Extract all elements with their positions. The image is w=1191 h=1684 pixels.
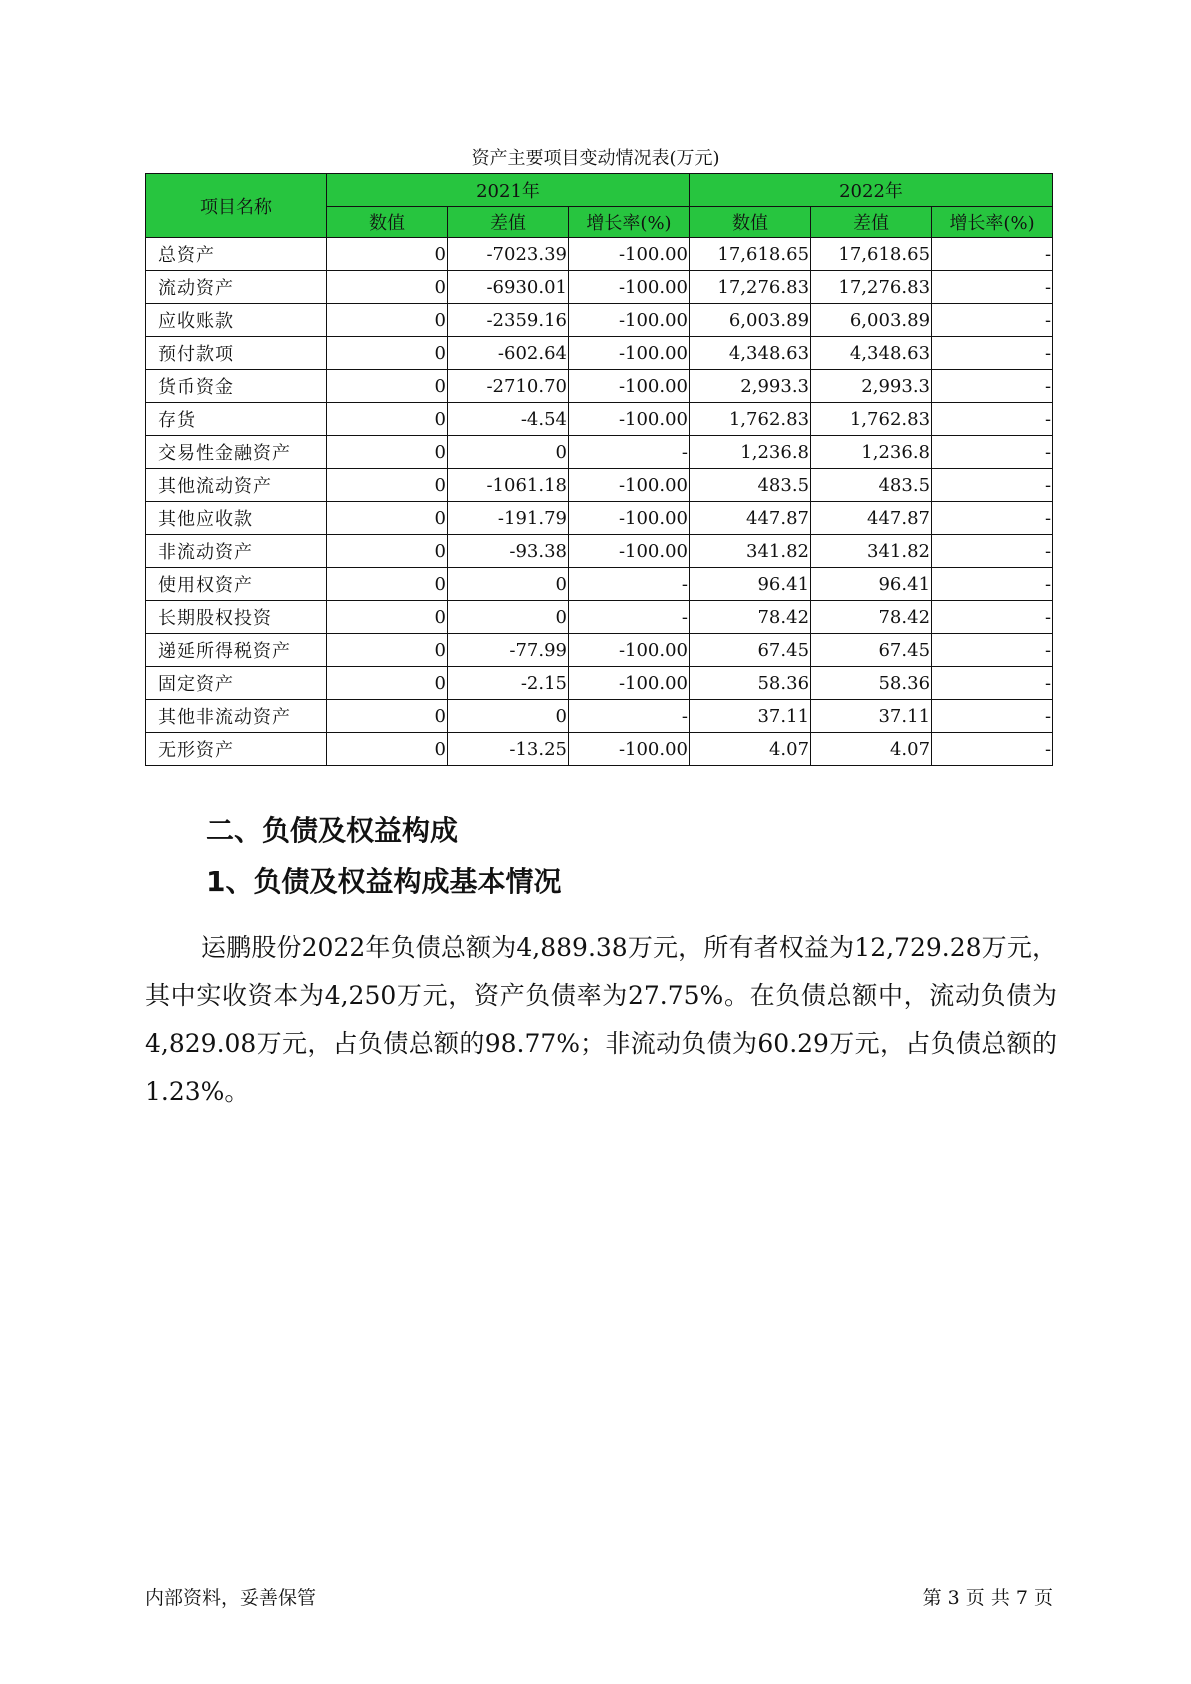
row-cell: 0 [327, 238, 448, 271]
row-cell: -4.54 [448, 403, 569, 436]
assets-change-table [145, 173, 1053, 766]
row-item-name: 存货 [146, 403, 327, 436]
row-cell: -100.00 [569, 535, 690, 568]
row-cell: 0 [448, 436, 569, 469]
table-row [146, 535, 1053, 568]
row-cell: 96.41 [690, 568, 811, 601]
row-cell: 0 [327, 535, 448, 568]
row-item-name: 其他非流动资产 [146, 700, 327, 733]
row-cell: -100.00 [569, 502, 690, 535]
table-row [146, 700, 1053, 733]
row-cell: - [932, 667, 1053, 700]
row-item-name: 长期股权投资 [146, 601, 327, 634]
row-cell: 0 [448, 568, 569, 601]
row-cell: - [932, 304, 1053, 337]
row-cell: 0 [327, 700, 448, 733]
row-cell: 37.11 [690, 700, 811, 733]
header-item-name: 项目名称 [146, 174, 327, 238]
row-item-name: 其他应收款 [146, 502, 327, 535]
table-caption: 资产主要项目变动情况表(万元) [471, 148, 720, 169]
header-diff-2021: 差值 [448, 207, 569, 238]
row-cell: - [932, 601, 1053, 634]
table-row [146, 403, 1053, 436]
row-cell: 2,993.3 [690, 370, 811, 403]
row-item-name: 应收账款 [146, 304, 327, 337]
table-row [146, 502, 1053, 535]
row-cell: 1,762.83 [811, 403, 932, 436]
row-cell: 37.11 [811, 700, 932, 733]
table-row [146, 568, 1053, 601]
row-cell: - [932, 502, 1053, 535]
row-cell: 0 [327, 667, 448, 700]
row-item-name: 使用权资产 [146, 568, 327, 601]
row-cell: 0 [327, 304, 448, 337]
row-cell: - [932, 568, 1053, 601]
row-cell: -602.64 [448, 337, 569, 370]
table-row [146, 436, 1053, 469]
row-cell: 67.45 [690, 634, 811, 667]
row-cell: -100.00 [569, 271, 690, 304]
row-cell: -100.00 [569, 634, 690, 667]
row-cell: - [932, 436, 1053, 469]
row-cell: 6,003.89 [811, 304, 932, 337]
row-cell: 0 [327, 733, 448, 766]
header-year-2022: 2022年 [690, 174, 1053, 207]
row-cell: -100.00 [569, 469, 690, 502]
section-subheading: 1、负债及权益构成基本情况 [206, 865, 562, 898]
table-row [146, 238, 1053, 271]
row-cell: -6930.01 [448, 271, 569, 304]
row-cell: 96.41 [811, 568, 932, 601]
row-item-name: 交易性金融资产 [146, 436, 327, 469]
row-cell: -100.00 [569, 733, 690, 766]
row-cell: -77.99 [448, 634, 569, 667]
row-cell: 17,618.65 [811, 238, 932, 271]
row-cell: - [569, 568, 690, 601]
row-cell: -7023.39 [448, 238, 569, 271]
row-cell: -100.00 [569, 667, 690, 700]
table-row [146, 304, 1053, 337]
row-cell: -93.38 [448, 535, 569, 568]
header-year-2021: 2021年 [327, 174, 690, 207]
row-cell: - [569, 436, 690, 469]
header-growth-2021: 增长率(%) [569, 207, 690, 238]
row-cell: 0 [327, 370, 448, 403]
row-item-name: 其他流动资产 [146, 469, 327, 502]
table-row [146, 370, 1053, 403]
row-cell: -2710.70 [448, 370, 569, 403]
row-cell: 67.45 [811, 634, 932, 667]
row-cell: 0 [327, 502, 448, 535]
row-cell: 17,276.83 [690, 271, 811, 304]
row-cell: -100.00 [569, 337, 690, 370]
row-cell: 2,993.3 [811, 370, 932, 403]
table-row [146, 667, 1053, 700]
body-paragraph: 运鹏股份2022年负债总额为4,889.38万元，所有者权益为12,729.28万元，其中实收资本为4,250万元，资产负债率为27.75%。在负债总额中，流动负债为4,829.08万元，占负债总额的98.77%；非流动负债为60.29万元，占负债总额的1.23%。 [145, 933, 1057, 1106]
row-cell: 0 [327, 337, 448, 370]
row-cell: 0 [327, 271, 448, 304]
row-cell: 0 [327, 568, 448, 601]
row-cell: - [569, 700, 690, 733]
row-cell: -2.15 [448, 667, 569, 700]
table-row [146, 337, 1053, 370]
row-cell: 4,348.63 [811, 337, 932, 370]
row-item-name: 非流动资产 [146, 535, 327, 568]
row-cell: 1,762.83 [690, 403, 811, 436]
row-cell: 0 [448, 700, 569, 733]
row-cell: 4.07 [811, 733, 932, 766]
row-item-name: 货币资金 [146, 370, 327, 403]
table-row [146, 601, 1053, 634]
row-cell: 483.5 [811, 469, 932, 502]
footer-page-info: 第 3 页 共 7 页 [922, 1587, 1053, 1609]
row-cell: 0 [448, 601, 569, 634]
row-cell: -100.00 [569, 238, 690, 271]
row-cell: 17,618.65 [690, 238, 811, 271]
row-item-name: 预付款项 [146, 337, 327, 370]
row-cell: 1,236.8 [690, 436, 811, 469]
row-cell: 78.42 [690, 601, 811, 634]
row-cell: - [932, 403, 1053, 436]
row-cell: 0 [327, 634, 448, 667]
row-cell: 1,236.8 [811, 436, 932, 469]
row-item-name: 递延所得税资产 [146, 634, 327, 667]
row-cell: 6,003.89 [690, 304, 811, 337]
row-cell: - [569, 601, 690, 634]
row-item-name: 固定资产 [146, 667, 327, 700]
row-cell: - [932, 634, 1053, 667]
row-cell: -2359.16 [448, 304, 569, 337]
row-cell: -13.25 [448, 733, 569, 766]
row-cell: 447.87 [690, 502, 811, 535]
row-cell: - [932, 535, 1053, 568]
table-row [146, 634, 1053, 667]
row-cell: -100.00 [569, 370, 690, 403]
row-cell: - [932, 733, 1053, 766]
row-cell: - [932, 271, 1053, 304]
row-cell: - [932, 370, 1053, 403]
header-value-2022: 数值 [690, 207, 811, 238]
row-item-name: 无形资产 [146, 733, 327, 766]
row-cell: -1061.18 [448, 469, 569, 502]
row-cell: - [932, 469, 1053, 502]
header-diff-2022: 差值 [811, 207, 932, 238]
footer-confidential: 内部资料，妥善保管 [145, 1587, 317, 1609]
row-item-name: 总资产 [146, 238, 327, 271]
row-cell: 0 [327, 601, 448, 634]
table-row [146, 733, 1053, 766]
table-row [146, 469, 1053, 502]
row-cell: -100.00 [569, 304, 690, 337]
row-cell: - [932, 700, 1053, 733]
row-cell: -100.00 [569, 403, 690, 436]
table-row [146, 271, 1053, 304]
row-cell: 0 [327, 403, 448, 436]
row-cell: 17,276.83 [811, 271, 932, 304]
row-cell: - [932, 337, 1053, 370]
row-cell: 58.36 [811, 667, 932, 700]
row-cell: 483.5 [690, 469, 811, 502]
row-cell: 341.82 [690, 535, 811, 568]
header-growth-2022: 增长率(%) [932, 207, 1053, 238]
table-body [146, 238, 1053, 766]
row-cell: 4,348.63 [690, 337, 811, 370]
row-cell: 78.42 [811, 601, 932, 634]
row-cell: 4.07 [690, 733, 811, 766]
row-item-name: 流动资产 [146, 271, 327, 304]
row-cell: -191.79 [448, 502, 569, 535]
row-cell: 0 [327, 436, 448, 469]
row-cell: 447.87 [811, 502, 932, 535]
row-cell: 341.82 [811, 535, 932, 568]
row-cell: 0 [327, 469, 448, 502]
row-cell: - [932, 238, 1053, 271]
section-heading: 二、负债及权益构成 [206, 814, 459, 847]
row-cell: 58.36 [690, 667, 811, 700]
header-value-2021: 数值 [327, 207, 448, 238]
